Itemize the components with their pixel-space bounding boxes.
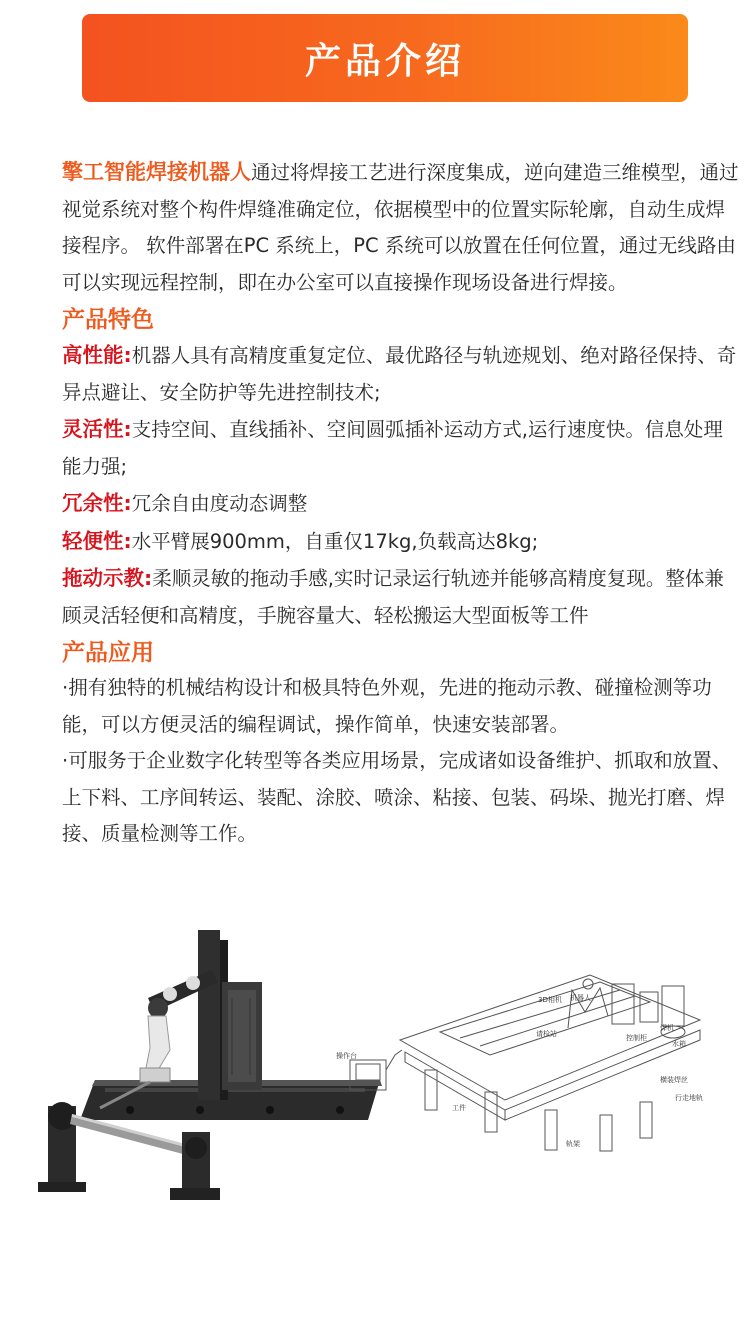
features-title: 产品特色 bbox=[62, 307, 154, 333]
label-welder: 焊机 bbox=[660, 1024, 674, 1032]
brand-name: 擎工智能焊接机器人 bbox=[62, 160, 251, 184]
label-water-tank: 水箱 bbox=[672, 1040, 686, 1048]
workcell-schematic bbox=[350, 975, 700, 1151]
feature-item bbox=[62, 337, 742, 411]
feature-text: 柔顺灵敏的拖动手感,实时记录运行轨迹并能够高精度复现。整体兼顾灵活轻便和高精度，手腕容量大、轻松搬运大型面板等工件 bbox=[62, 567, 724, 627]
intro-text: 通过将焊接工艺进行深度集成，逆向建造三维模型，通过视觉系统对整个构件焊缝准确定位，依据模型中的位置实际轮廓，自动生成焊接程序。 软件部署在PC 系统上，PC 系统可以放置在任何位置，通过无线路由可以实现远程控制，即在办公室可以直接操作现场设备进行焊接。 bbox=[62, 161, 739, 294]
feature-label: 冗余性: bbox=[62, 491, 132, 515]
label-track: 行走地轨 bbox=[675, 1094, 703, 1102]
feature-item bbox=[62, 411, 742, 485]
feature-item bbox=[62, 560, 742, 634]
feature-label: 拖动示教: bbox=[62, 566, 153, 590]
robot-render bbox=[38, 930, 382, 1200]
intro-paragraph bbox=[62, 154, 742, 301]
label-camera: 3D相机 bbox=[538, 996, 562, 1004]
feature-item bbox=[62, 523, 742, 561]
section-header-banner bbox=[82, 14, 688, 102]
label-workpiece: 工件 bbox=[452, 1104, 466, 1112]
label-frame: 轨架 bbox=[566, 1140, 580, 1148]
label-wire-feed: 横装焊丝 bbox=[660, 1076, 688, 1084]
content-body bbox=[62, 154, 742, 853]
application-item: ·可服务于企业数字化转型等各类应用场景，完成诸如设备维护、抓取和放置、上下料、工序间转运、装配、涂胶、喷涂、粘接、包装、码垛、抛光打磨、焊接、质量检测等工作。 bbox=[62, 749, 732, 845]
label-cabinet: 控制柜 bbox=[626, 1034, 647, 1042]
feature-text: 支持空间、直线插补、空间圆弧插补运动方式,运行速度快。信息处理能力强; bbox=[62, 418, 723, 478]
label-console: 操作台 bbox=[336, 1052, 357, 1060]
page-title: 产品介绍 bbox=[304, 40, 465, 82]
application-item: ·拥有独特的机械结构设计和极具特色外观，先进的拖动示教、碰撞检测等功能，可以方便灵活的编程调试，操作简单，快速安装部署。 bbox=[62, 676, 712, 736]
feature-label: 高性能: bbox=[62, 343, 132, 367]
feature-text: 机器人具有高精度重复定位、最优路径与轨迹规划、绝对路径保持、奇异点避让、安全防护等先进控制技术; bbox=[62, 344, 737, 404]
feature-label: 灵活性: bbox=[62, 417, 132, 441]
feature-text: 水平臂展900mm，自重仅17kg,负载高达8kg; bbox=[131, 529, 539, 553]
feature-item bbox=[62, 485, 742, 523]
label-robot: 机器人 bbox=[570, 994, 591, 1002]
schematic-labels bbox=[336, 993, 703, 1148]
welding-system-illustration bbox=[0, 920, 750, 1250]
applications-title: 产品应用 bbox=[62, 640, 154, 666]
feature-text: 冗余自由度动态调整 bbox=[131, 492, 308, 515]
feature-label: 轻便性: bbox=[62, 528, 132, 553]
label-inspection: 请检站 bbox=[536, 1030, 557, 1038]
